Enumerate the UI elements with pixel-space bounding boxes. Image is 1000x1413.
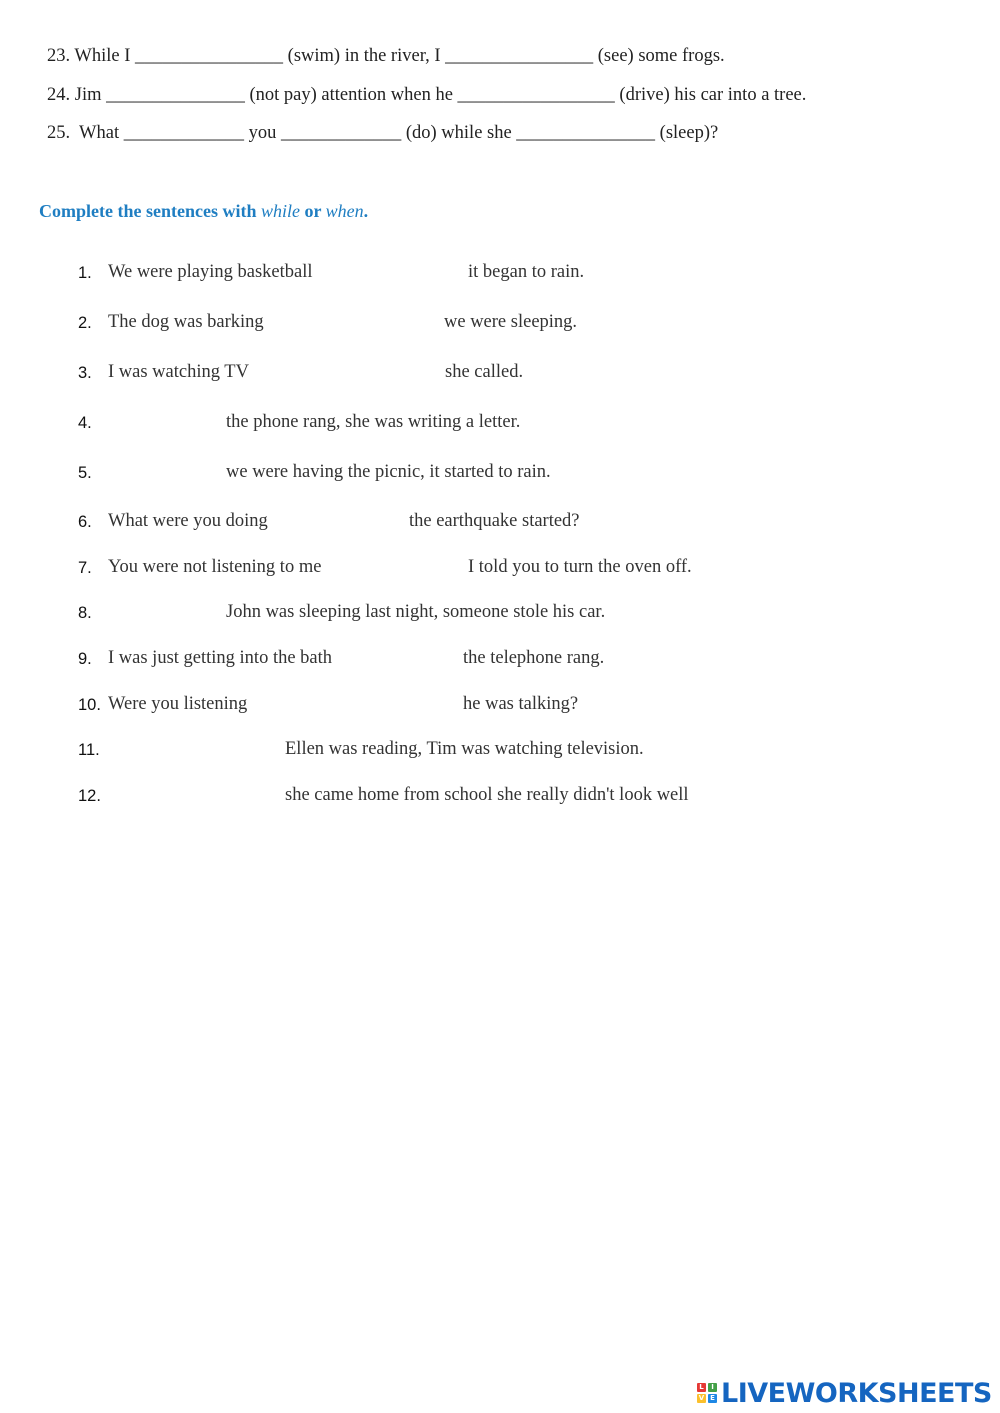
sentence-before: I was just getting into the bath: [108, 648, 333, 668]
sentence-number: 4.: [78, 414, 92, 432]
sentence-number: 11.: [78, 741, 100, 759]
sentence-after: the phone rang, she was writing a letter.: [226, 412, 521, 432]
sentence-number: 1.: [78, 264, 92, 282]
section-instruction: [39, 201, 368, 222]
sentence-after: she came home from school she really didn't look well: [285, 785, 689, 805]
logo-letter-l: L: [697, 1383, 706, 1392]
sentence-before: What were you doing: [108, 511, 268, 531]
sentence-after: Ellen was reading, Tim was watching television.: [285, 739, 644, 759]
instruction-while: while: [260, 201, 300, 221]
sentence-after: John was sleeping last night, someone stole his car.: [226, 602, 606, 622]
sentence-number: 10.: [78, 696, 101, 714]
sentence-after: it began to rain.: [468, 262, 585, 282]
sentence-number: 2.: [78, 314, 92, 332]
sentence-after: we were sleeping.: [444, 312, 578, 332]
sentence-before: You were not listening to me: [108, 557, 322, 577]
instruction-when: when: [325, 201, 364, 221]
sentence-before: We were playing basketball: [108, 262, 313, 282]
logo-letter-v: V: [698, 1394, 705, 1402]
liveworksheets-logo-icon: [697, 1383, 717, 1403]
sentence-after: the telephone rang.: [463, 648, 605, 668]
sentence-after: the earthquake started?: [409, 511, 580, 531]
sentence-number: 7.: [78, 559, 92, 577]
sentence-after: we were having the picnic, it started to rain.: [226, 462, 551, 482]
sentence-number: 3.: [78, 364, 92, 382]
exercise-line-25: 25. What _____________ you _____________ (do) while she _______________ (sleep)?: [47, 123, 719, 143]
instruction-or: or: [299, 201, 326, 221]
sentence-before: I was watching TV: [108, 362, 249, 382]
logo-letter-i: I: [708, 1383, 717, 1392]
sentence-number: 9.: [78, 650, 92, 668]
sentence-number: 8.: [78, 604, 92, 622]
liveworksheets-logo[interactable]: [697, 1378, 992, 1408]
sentence-before: The dog was barking: [108, 312, 264, 332]
sentence-number: 6.: [78, 513, 92, 531]
sentence-number: 5.: [78, 464, 92, 482]
liveworksheets-logo-text: LIVEWORKSHEETS: [721, 1377, 992, 1409]
instruction-prefix: Complete the sentences with: [39, 201, 261, 221]
sentence-number: 12.: [78, 787, 101, 805]
instruction-suffix: .: [363, 201, 369, 221]
exercise-line-23: 23. While I ________________ (swim) in the river, I ________________ (see) some frogs.: [47, 46, 725, 66]
sentence-before: Were you listening: [108, 694, 248, 714]
sentence-after: he was talking?: [463, 694, 579, 714]
logo-letter-e: E: [708, 1394, 717, 1403]
sentence-after: she called.: [445, 362, 524, 382]
exercise-line-24: 24. Jim _______________ (not pay) attention when he _________________ (drive) his car into a tree.: [47, 85, 807, 105]
sentence-after: I told you to turn the oven off.: [468, 557, 692, 577]
